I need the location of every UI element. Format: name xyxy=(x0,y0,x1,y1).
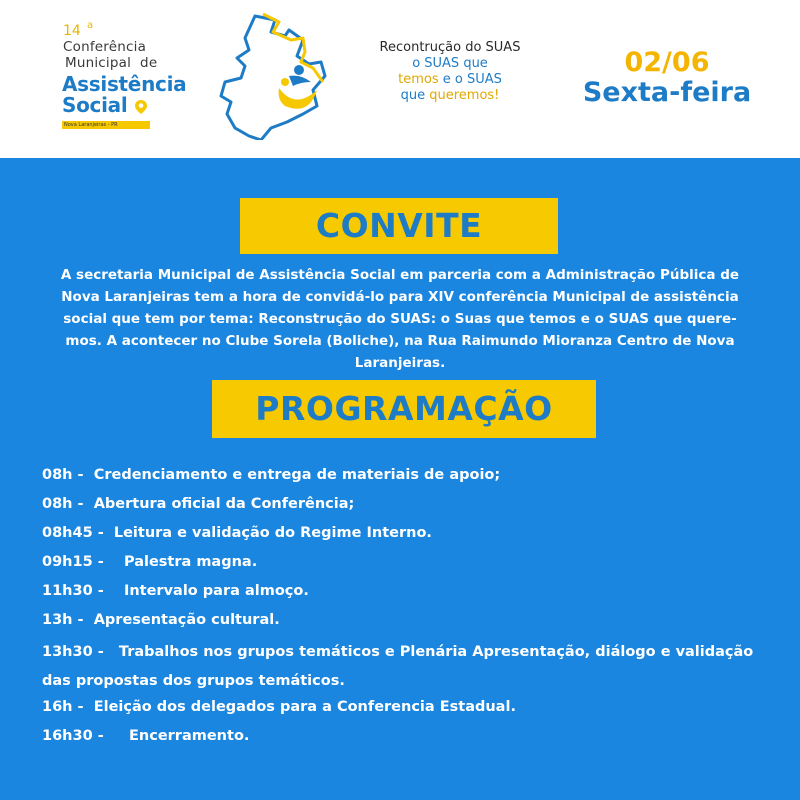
convite-title: CONVITE xyxy=(240,198,558,254)
logo-location-text: Nova Laranjeiras - PR xyxy=(64,122,118,128)
schedule-activity: Trabalhos nos grupos temáticos e Plenária Apresentação, diálogo e validação das propostas dos grupos temáticos. xyxy=(42,644,754,689)
schedule-time: 16h30 - xyxy=(42,728,104,744)
schedule-item xyxy=(42,725,772,754)
schedule-item xyxy=(42,580,772,609)
schedule-gap xyxy=(104,525,114,541)
schedule-gap xyxy=(104,554,124,570)
schedule-gap xyxy=(84,699,94,715)
schedule-list xyxy=(42,464,772,754)
schedule-gap xyxy=(104,728,129,744)
schedule-time: 09h15 - xyxy=(42,554,104,570)
event-date-day-month: 02/06 xyxy=(624,47,710,78)
schedule-activity: Leitura e validação do Regime Interno. xyxy=(113,525,432,541)
invitation-body xyxy=(0,158,800,800)
schedule-gap xyxy=(84,496,94,512)
schedule-item xyxy=(42,638,772,696)
schedule-time: 08h - xyxy=(42,496,84,512)
schedule-item xyxy=(42,464,772,493)
schedule-time: 11h30 - xyxy=(42,583,104,599)
schedule-item xyxy=(42,493,772,522)
schedule-item xyxy=(42,609,772,638)
conference-logo xyxy=(58,20,193,135)
theme-line-2: o SUAS que xyxy=(412,56,488,71)
schedule-activity: Abertura oficial da Conferência; xyxy=(93,496,355,512)
convite-text: A secretaria Municipal de Assistência Social em parceria com a Administração Pública de Nova Laranjeiras tem a hora de convidá-lo para XIV conferência Municipal de assistência social que tem por tema: Reconstrução do SUAS: o Suas que temos e o SUAS que quere- mos. A acontecer no Clube Sorela (Boliche), na Rua Raimundo Mioranza Centro de Nova Laranjeiras. xyxy=(60,267,740,371)
schedule-time: 08h45 - xyxy=(42,525,104,541)
schedule-item xyxy=(42,696,772,725)
event-date xyxy=(572,48,762,108)
event-date-weekday: Sexta-feira xyxy=(582,77,752,108)
location-pin-icon xyxy=(135,100,147,114)
schedule-gap xyxy=(104,583,124,599)
programacao-title: PROGRAMAÇÃO xyxy=(212,380,596,438)
logo-line-2: Municipal de xyxy=(65,55,158,71)
schedule-activity: Encerramento. xyxy=(129,728,250,744)
header xyxy=(0,0,800,158)
theme-line-4-start: que xyxy=(400,88,430,103)
schedule-activity: Credenciamento e entrega de materiais de apoio; xyxy=(93,467,501,483)
schedule-item xyxy=(42,551,772,580)
schedule-time: 08h - xyxy=(42,467,84,483)
theme-line-3 xyxy=(355,72,545,88)
logo-line-4: Social xyxy=(62,93,128,117)
schedule-activity: Intervalo para almoço. xyxy=(123,583,309,599)
schedule-time: 13h - xyxy=(42,612,84,628)
state-map-emblem-icon xyxy=(205,10,335,140)
theme-line-4-highlight: queremos! xyxy=(429,88,500,103)
logo-line-3: Assistência xyxy=(62,72,187,96)
theme-slogan xyxy=(355,40,545,120)
logo-edition-number: 14 xyxy=(63,23,81,39)
schedule-activity: Eleição dos delegados para a Conferencia Estadual. xyxy=(93,699,516,715)
schedule-time: 13h30 - xyxy=(42,644,104,660)
theme-line-1: Recontrução do SUAS xyxy=(379,40,521,55)
theme-line-4 xyxy=(355,88,545,104)
schedule-gap xyxy=(84,612,94,628)
schedule-time: 16h - xyxy=(42,699,84,715)
schedule-activity: Apresentação cultural. xyxy=(93,612,280,628)
schedule-gap xyxy=(84,467,94,483)
schedule-gap xyxy=(104,644,119,660)
schedule-item xyxy=(42,522,772,551)
theme-line-3-highlight: temos xyxy=(398,72,439,87)
logo-line-1: Conferência xyxy=(63,39,147,55)
theme-line-3-rest: e o SUAS xyxy=(438,72,502,87)
schedule-activity: Palestra magna. xyxy=(123,554,258,570)
logo-edition-superscript: a xyxy=(87,20,94,31)
